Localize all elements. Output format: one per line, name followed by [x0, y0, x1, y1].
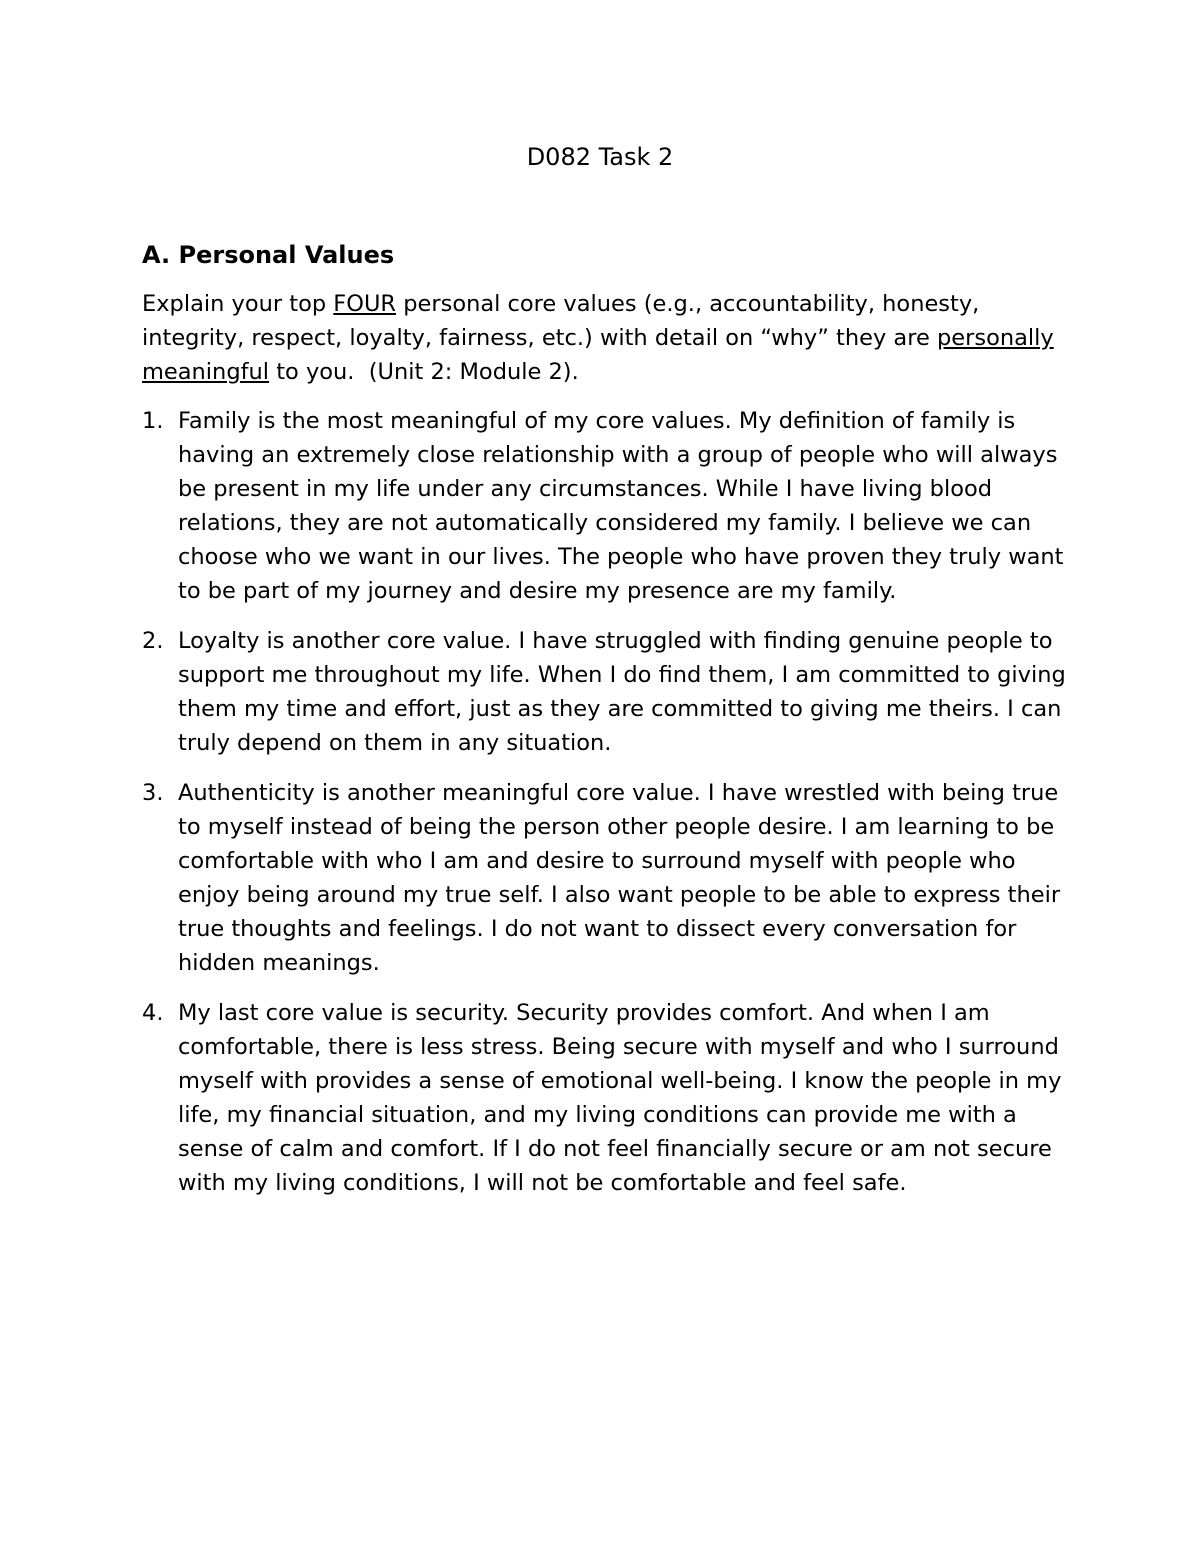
task-prompt — [142, 287, 1082, 389]
document-body — [142, 238, 1082, 1216]
core-value-item-security — [142, 996, 1082, 1200]
list-number: 4. — [142, 1000, 164, 1026]
list-number: 1. — [142, 408, 164, 434]
prompt-text-1: Explain your top — [142, 291, 334, 317]
list-item-text: Authenticity is another meaningful core value. I have wrestled with being true to myself instead of being the person other people desire. I am learning to be comfortable with who I am and desire to surround myself with people who enjoy being around my true self. I also want people to be able to express their true thoughts and feelings. I do not want to dissect every conversation for hidden meanings. — [178, 780, 1061, 976]
list-item-text: Loyalty is another core value. I have struggled with finding genuine people to support me throughout my life. When I do find them, I am committed to giving them my time and effort, just as they are committed to giving me theirs. I can truly depend on them in any situation. — [178, 628, 1066, 756]
core-value-item-family — [142, 404, 1082, 608]
prompt-emphasis-four: FOUR — [333, 291, 397, 317]
list-number: 2. — [142, 628, 164, 654]
prompt-emphasis-meaningful: personally meaningful — [142, 325, 1054, 385]
core-value-item-authenticity — [142, 776, 1082, 980]
prompt-text-3: to you. (Unit 2: Module 2). — [269, 359, 579, 385]
list-item-text: My last core value is security. Security provides comfort. And when I am comfortable, there is less stress. Being secure with myself and who I surround myself with provides a sense of emotional well-being. I know the people in my life, my financial situation, and my living conditions can provide me with a sense of calm and comfort. If I do not feel financially secure or am not secure with my living conditions, I will not be comfortable and feel safe. — [178, 1000, 1062, 1196]
document-title: D082 Task 2 — [526, 143, 674, 171]
prompt-text-2: personal core values (e.g., accountability, honesty, integrity, respect, loyalty, fairness, etc.) with detail on “why” they are — [142, 291, 980, 351]
section-heading: A. Personal Values — [142, 241, 395, 269]
list-number: 3. — [142, 780, 164, 806]
core-values-list — [142, 404, 1082, 1200]
core-value-item-loyalty — [142, 624, 1082, 760]
list-item-text: Family is the most meaningful of my core values. My definition of family is having an extremely close relationship with a group of people who will always be present in my life under any circumstances. While I have living blood relations, they are not automatically considered my family. I believe we can choose who we want in our lives. The people who have proven they truly want to be part of my journey and desire my presence are my family. — [178, 408, 1064, 604]
